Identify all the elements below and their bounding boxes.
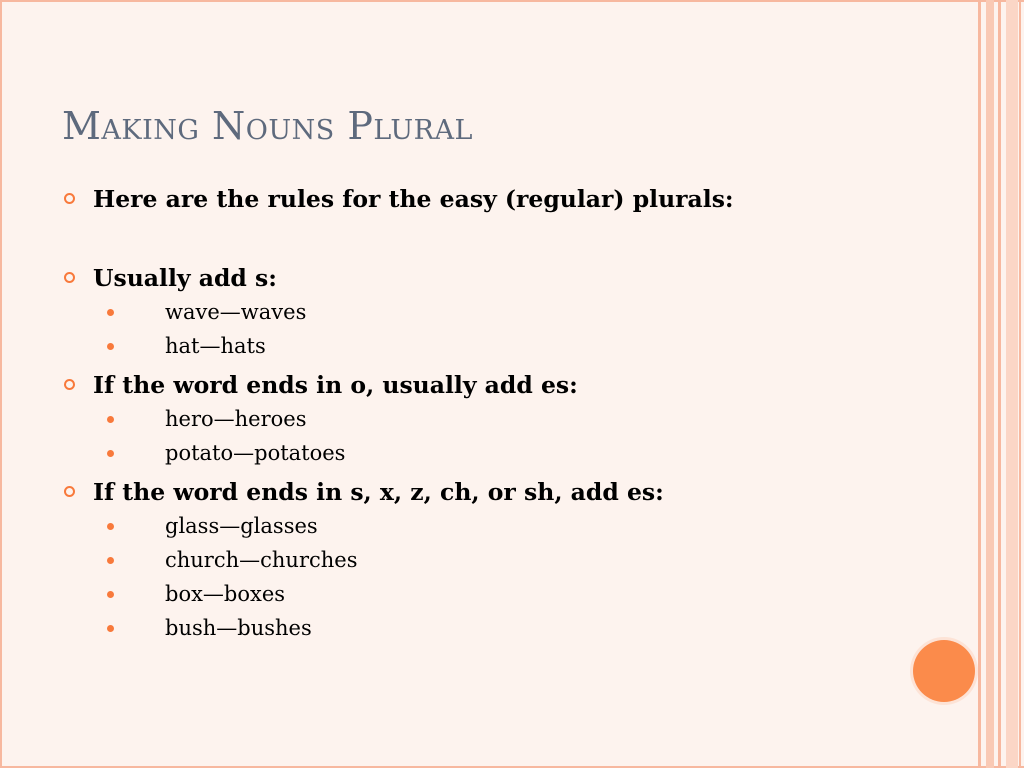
sub-bullet-example (62, 441, 942, 465)
hollow-circle-bullet-icon (64, 193, 75, 204)
bullet-rule-add-s (62, 264, 942, 292)
slide-border-bottom (0, 760, 1024, 768)
filled-dot-bullet-icon (107, 450, 114, 457)
sub-bullet-example (62, 548, 942, 572)
sub-bullet-example (62, 300, 942, 324)
sub-bullet-example (62, 582, 942, 606)
example-text: box—boxes (165, 582, 286, 606)
bullet-intro (62, 185, 942, 213)
filled-dot-bullet-icon (107, 557, 114, 564)
bullet-rule-ends-in-o (62, 371, 942, 399)
hollow-circle-bullet-icon (64, 272, 75, 283)
hollow-circle-bullet-icon (64, 486, 75, 497)
filled-dot-bullet-icon (107, 523, 114, 530)
sub-bullet-example (62, 514, 942, 538)
filled-dot-bullet-icon (107, 416, 114, 423)
sub-bullet-example (62, 616, 942, 640)
example-text: hat—hats (165, 334, 266, 358)
filled-dot-bullet-icon (107, 343, 114, 350)
example-text: bush—bushes (165, 616, 312, 640)
filled-dot-bullet-icon (107, 625, 114, 632)
hollow-circle-bullet-icon (64, 379, 75, 390)
sub-bullet-example (62, 407, 942, 431)
example-text: glass—glasses (165, 514, 318, 538)
slide-border-left (0, 0, 8, 768)
sub-bullet-example (62, 334, 942, 358)
decorative-stripe (1019, 0, 1021, 768)
decorative-stripe (978, 0, 981, 768)
bullet-text: If the word ends in o, usually add es: (93, 371, 578, 399)
decorative-stripe (986, 0, 994, 768)
filled-dot-bullet-icon (107, 591, 114, 598)
slide-border-top (0, 0, 1024, 8)
bullet-text: If the word ends in s, x, z, ch, or sh, add es: (93, 478, 664, 506)
slide-title: Making Nouns Plural (62, 104, 473, 148)
example-text: hero—heroes (165, 407, 307, 431)
example-text: wave—waves (165, 300, 307, 324)
bullet-text: Usually add s: (93, 264, 277, 292)
decorative-stripe (998, 0, 1001, 768)
decorative-stripe (1006, 0, 1018, 768)
bullet-rule-ends-in-sibilant (62, 478, 942, 506)
filled-dot-bullet-icon (107, 309, 114, 316)
example-text: church—churches (165, 548, 358, 572)
example-text: potato—potatoes (165, 441, 346, 465)
bullet-text: Here are the rules for the easy (regular) plurals: (93, 185, 734, 213)
slide-content (62, 185, 942, 650)
